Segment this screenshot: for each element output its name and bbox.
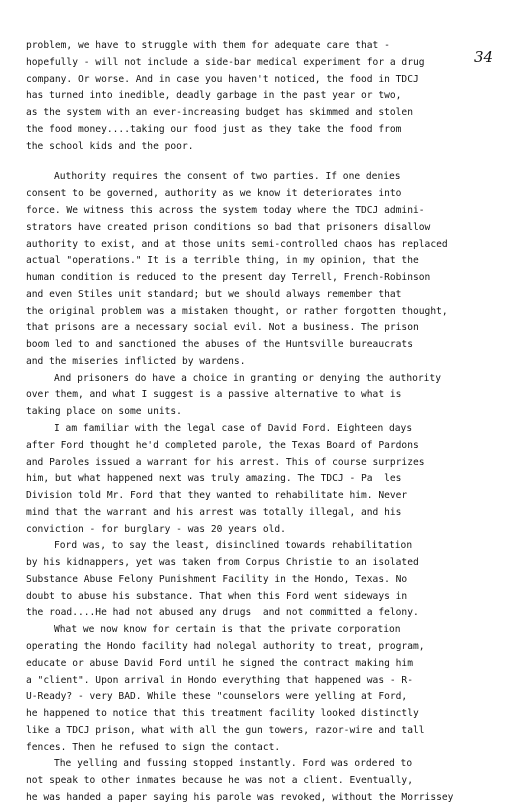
text-line: the road....He had not abused any drugs and not committed a felony. xyxy=(26,607,419,618)
text-line: he was handed a paper saying his parole was revoked, without the Morrissey xyxy=(26,792,454,803)
text-line: as the system with an ever-increasing budget has skimmed and stolen xyxy=(26,107,413,118)
text-line: actual "operations." It is a terrible thing, in my opinion, that the xyxy=(26,255,419,266)
text-line: company. Or worse. And in case you haven't noticed, the food in TDCJ xyxy=(26,74,419,85)
text-line: U-Ready? - very BAD. While these "counselors were yelling at Ford, xyxy=(26,691,408,702)
text-line: after Ford thought he'd completed parole, the Texas Board of Pardons xyxy=(26,440,419,451)
text-line: What we now know for certain is that the private corporation xyxy=(54,624,401,635)
text-line: human condition is reduced to the present day Terrell, French-Robinson xyxy=(26,272,431,283)
text-line: him, but what happened next was truly amazing. The TDCJ - Pa les xyxy=(26,473,402,484)
text-line: a "client". Upon arrival in Hondo everything that happened was - R- xyxy=(26,675,413,686)
text-line: strators have created prison conditions so bad that prisoners disallow xyxy=(26,222,431,233)
text-line: that prisons are a necessary social evil. Not a business. The prison xyxy=(26,322,419,333)
text-line: by his kidnappers, yet was taken from Corpus Christie to an isolated xyxy=(26,557,419,568)
text-line: authority to exist, and at those units semi-controlled chaos has replaced xyxy=(26,239,448,250)
text-line: the school kids and the poor. xyxy=(26,141,194,152)
text-line: Division told Mr. Ford that they wanted to rehabilitate him. Never xyxy=(26,490,408,501)
text-line: and even Stiles unit standard; but we should always remember that xyxy=(26,289,402,300)
text-line: like a TDCJ prison, what with all the gun towers, razor-wire and tall xyxy=(26,725,425,736)
text-line: consent to be governed, authority as we know it deteriorates into xyxy=(26,188,402,199)
text-line: the original problem was a mistaken thought, or rather forgotten thought, xyxy=(26,306,448,317)
text-line: has turned into inedible, deadly garbage in the past year or two, xyxy=(26,90,402,101)
text-line: force. We witness this across the system today where the TDCJ admini- xyxy=(26,205,425,216)
text-line: problem, we have to struggle with them for adequate care that - xyxy=(26,40,390,51)
text-line: I am familiar with the legal case of David Ford. Eighteen days xyxy=(54,423,413,434)
text-line: Ford was, to say the least, disinclined towards rehabilitation xyxy=(54,540,413,551)
text-line: boom led to and sanctioned the abuses of the Huntsville bureaucrats xyxy=(26,339,413,350)
text-line: Authority requires the consent of two parties. If one denies xyxy=(54,171,401,182)
text-line: and Paroles issued a warrant for his arrest. This of course surprizes xyxy=(26,457,425,468)
text-line: Substance Abuse Felony Punishment Facility in the Hondo, Texas. No xyxy=(26,574,408,585)
text-line: taking place on some units. xyxy=(26,406,182,417)
text-line: And prisoners do have a choice in granting or denying the authority xyxy=(54,373,441,384)
text-line: not speak to other inmates because he was not a client. Eventually, xyxy=(26,775,413,786)
text-line: The yelling and fussing stopped instantly. Ford was ordered to xyxy=(54,758,413,769)
text-line: conviction - for burglary - was 20 years old. xyxy=(26,524,286,535)
text-line: operating the Hondo facility had nolegal authority to treat, program, xyxy=(26,641,425,652)
text-line: fences. Then he refused to sign the contact. xyxy=(26,742,281,753)
text-line: doubt to abuse his substance. That when this Ford went sideways in xyxy=(26,591,408,602)
text-line: hopefully - will not include a side-bar medical experiment for a drug xyxy=(26,57,425,68)
text-line: the food money....taking our food just as they take the food from xyxy=(26,124,402,135)
text-line: he happened to notice that this treatment facility looked distinctly xyxy=(26,708,419,719)
page-number: 34 xyxy=(474,48,494,66)
text-line: over them, and what I suggest is a passive alternative to what is xyxy=(26,389,402,400)
text-line: and the miseries inflicted by wardens. xyxy=(26,356,246,367)
text-line: mind that the warrant and his arrest was totally illegal, and his xyxy=(26,507,402,518)
text-line: educate or abuse David Ford until he signed the contract making him xyxy=(26,658,413,669)
